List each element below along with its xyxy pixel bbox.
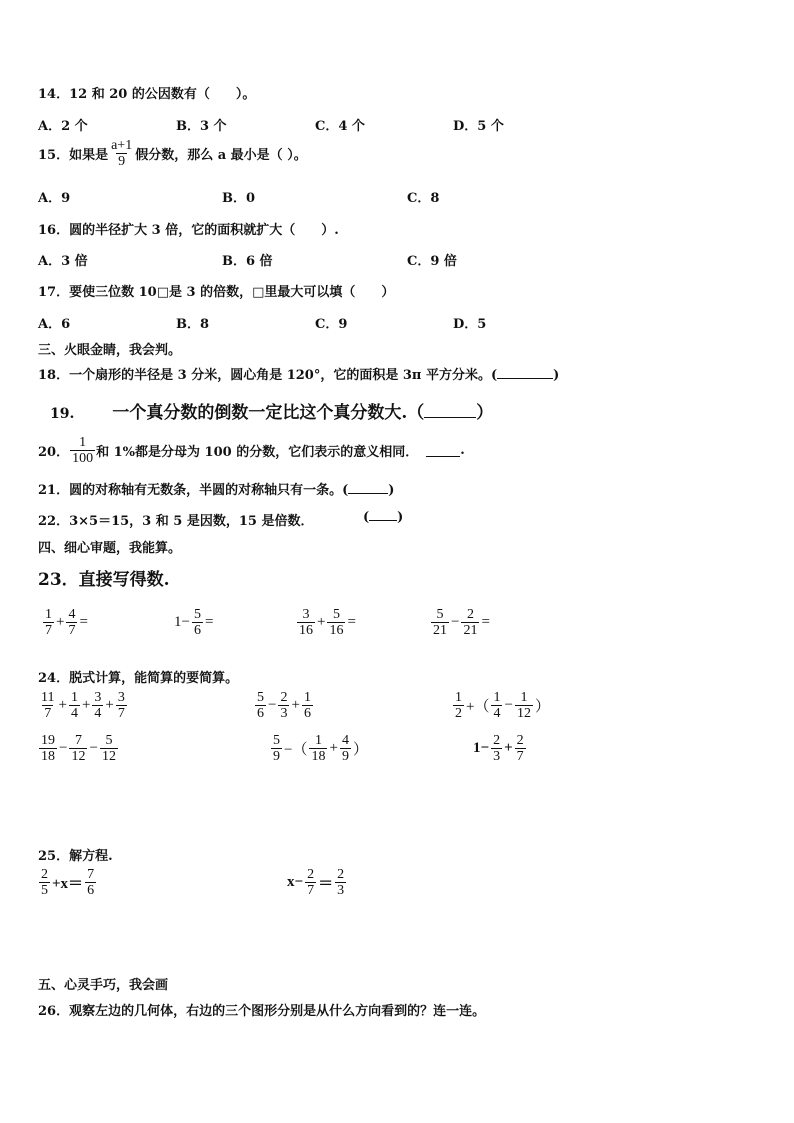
q17-option-d: D．5 xyxy=(453,317,487,332)
q15-option-a: A．9 xyxy=(38,191,71,206)
q23-e4-frac-b xyxy=(461,607,479,638)
fraction xyxy=(491,733,502,764)
q18-text: 18．一个扇形的半径是 3 分米，圆心角是 120°，它的面积是 3π 平方分米。( xyxy=(38,368,498,383)
fraction xyxy=(39,867,50,898)
q24-expr-2 xyxy=(254,690,314,721)
operator: − xyxy=(89,740,98,756)
q15-fraction xyxy=(109,138,134,169)
frac-den: 5 xyxy=(41,883,48,898)
frac-num: 1 xyxy=(314,733,322,748)
question-21 xyxy=(38,479,394,498)
fraction xyxy=(453,690,464,721)
frac-den: 3 xyxy=(280,706,288,721)
question-26: 26．观察左边的几何体，右边的三个图形分别是从什么方向看到的？连一连。 xyxy=(38,1004,486,1019)
frac-den: 21 xyxy=(463,623,478,638)
equation-middle: ＝ xyxy=(318,876,334,892)
frac-num: 7 xyxy=(87,867,95,882)
q22-text: 22．3×5＝15，3 和 5 是因数，15 是倍数． xyxy=(38,514,314,529)
question-24-title: 24．脱式计算，能简算的要简算。 xyxy=(38,671,239,686)
q21-text: 21．圆的对称轴有无数条，半圆的对称轴只有一条。( xyxy=(38,483,349,498)
operator: − xyxy=(451,614,460,630)
frac-num: 1 xyxy=(303,690,311,705)
operator: + xyxy=(291,697,300,713)
q20-frac-num: 1 xyxy=(79,435,87,450)
section-3-heading: 三、火眼金睛，我会判。 xyxy=(38,343,182,358)
close-paren: ） xyxy=(534,699,550,715)
frac-den: 3 xyxy=(493,749,501,764)
operator: +（ xyxy=(466,699,490,715)
frac-den: 6 xyxy=(303,706,311,721)
q21-answer-blank[interactable] xyxy=(348,493,388,494)
frac-den: 6 xyxy=(193,623,201,638)
question-17: 17．要使三位数 10□是 3 的倍数，□里最大可以填（ ） xyxy=(38,285,395,300)
frac-num: 1 xyxy=(520,690,528,705)
equals: = xyxy=(204,614,214,630)
q20-end: . xyxy=(460,443,465,458)
question-20 xyxy=(38,435,465,466)
q20-fraction xyxy=(70,435,95,466)
frac-den: 6 xyxy=(257,706,264,721)
fraction xyxy=(39,690,56,721)
frac-num: 1 xyxy=(70,690,78,705)
frac-num: 7 xyxy=(74,733,82,748)
frac-den: 4 xyxy=(94,706,102,721)
q17-option-c: C．9 xyxy=(315,317,348,332)
question-15 xyxy=(38,138,307,169)
frac-num: 5 xyxy=(257,690,264,705)
operator: + xyxy=(56,614,65,630)
q23-e3-frac-b xyxy=(327,607,345,638)
question-14: 14．12 和 20 的公因数有（ ）。 xyxy=(38,87,256,102)
q14-option-b: B．3 个 xyxy=(176,119,227,134)
q24-expr-3 xyxy=(452,690,551,721)
frac-num: 1 xyxy=(493,690,501,705)
q20-answer-blank[interactable] xyxy=(426,444,460,457)
frac-num: 3 xyxy=(302,607,310,622)
frac-num: 2 xyxy=(280,690,288,705)
frac-num: 1 xyxy=(45,607,52,622)
fraction xyxy=(100,733,118,764)
frac-num: 2 xyxy=(493,733,501,748)
operator: + xyxy=(317,614,326,630)
q16-option-c: C．9 倍 xyxy=(407,254,457,269)
q25-equation-1 xyxy=(38,867,97,898)
section-4-heading: 四、细心审题，我能算。 xyxy=(38,541,182,556)
frac-num: 5 xyxy=(436,607,444,622)
frac-den: 4 xyxy=(70,706,78,721)
q14-option-a: A．2 个 xyxy=(38,119,88,134)
frac-num: 3 xyxy=(94,690,102,705)
frac-num: 2 xyxy=(337,867,345,882)
operator: − xyxy=(504,697,513,713)
fraction xyxy=(271,733,282,764)
fraction xyxy=(255,690,266,721)
fraction xyxy=(278,690,289,721)
q20-frac-den: 100 xyxy=(72,451,94,466)
fraction xyxy=(305,867,316,898)
frac-num: 3 xyxy=(117,690,125,705)
frac-den: 12 xyxy=(101,749,116,764)
fraction xyxy=(491,690,502,721)
frac-den: 9 xyxy=(341,749,349,764)
q22-answer-blank[interactable] xyxy=(369,520,397,521)
q20-prefix: 20． xyxy=(38,445,70,460)
question-22 xyxy=(38,510,313,529)
q14-option-d: D．5 个 xyxy=(453,119,504,134)
q18-end: ) xyxy=(553,368,560,383)
fraction xyxy=(92,690,103,721)
operator: − xyxy=(59,740,68,756)
q20-text: 和 1%都是分母为 100 的分数，它们表示的意义相同． xyxy=(96,445,419,460)
q21-end: ) xyxy=(388,483,395,498)
frac-num: 2 xyxy=(307,867,315,882)
q24-expr-6 xyxy=(472,733,527,764)
equation-middle: +x＝ xyxy=(52,876,84,892)
frac-den: 7 xyxy=(117,706,125,721)
q24-expr-4 xyxy=(38,733,119,764)
frac-den: 12 xyxy=(516,706,531,721)
frac-den: 18 xyxy=(311,749,326,764)
frac-num: 11 xyxy=(41,690,55,705)
frac-den: 21 xyxy=(433,623,447,638)
q17-option-b: B．8 xyxy=(176,317,210,332)
frac-den: 6 xyxy=(87,883,95,898)
q19-number: 19. xyxy=(50,406,75,422)
q15-prefix: 15．如果是 xyxy=(38,148,109,163)
frac-den: 18 xyxy=(41,749,55,764)
operator: + xyxy=(504,740,513,756)
q23-expr-2 xyxy=(173,607,214,638)
q15-option-b: B．0 xyxy=(222,191,256,206)
frac-den: 16 xyxy=(299,623,313,638)
q15-frac-den: 9 xyxy=(118,154,126,169)
q16-option-a: A．3 倍 xyxy=(38,254,88,269)
fraction xyxy=(69,733,87,764)
operator: −（ xyxy=(284,742,308,758)
operator: − xyxy=(268,697,277,713)
q23-e3-frac-a xyxy=(297,607,315,638)
q23-e1-frac-b xyxy=(66,607,77,638)
q23-e2-frac-b xyxy=(192,607,203,638)
fraction xyxy=(335,867,346,898)
equals: = xyxy=(79,614,88,630)
q19-answer-blank[interactable] xyxy=(424,417,476,418)
equals: = xyxy=(347,614,356,630)
frac-num: 5 xyxy=(332,607,340,622)
frac-num: 4 xyxy=(68,607,76,622)
q19-end: ） xyxy=(476,403,494,423)
q18-answer-blank[interactable] xyxy=(497,378,553,379)
close-paren: ） xyxy=(352,742,368,758)
frac-num: 1 xyxy=(455,690,462,705)
fraction xyxy=(69,690,80,721)
frac-num: 2 xyxy=(41,867,48,882)
operator: + xyxy=(105,697,114,713)
question-25-title: 25．解方程. xyxy=(38,849,113,864)
q14-option-c: C．4 个 xyxy=(315,119,365,134)
frac-den: 12 xyxy=(71,749,86,764)
equals: = xyxy=(481,614,490,630)
frac-den: 7 xyxy=(307,883,315,898)
frac-den: 3 xyxy=(337,883,345,898)
q19-text: 一个真分数的倒数一定比这个真分数大.（ xyxy=(112,403,425,423)
q23-expr-4 xyxy=(430,607,491,638)
frac-num: 2 xyxy=(466,607,474,622)
q16-option-b: B．6 倍 xyxy=(222,254,273,269)
fraction xyxy=(302,690,313,721)
frac-den: 2 xyxy=(455,706,462,721)
question-19 xyxy=(50,398,493,423)
frac-num: 2 xyxy=(516,733,524,748)
q22-end: ) xyxy=(397,510,404,525)
q15-frac-num: a+1 xyxy=(111,138,133,153)
section-5-heading: 五、心灵手巧，我会画 xyxy=(38,978,169,993)
frac-den: 7 xyxy=(68,623,76,638)
frac-num: 5 xyxy=(193,607,201,622)
frac-num: 5 xyxy=(105,733,113,748)
fraction xyxy=(309,733,327,764)
frac-den: 4 xyxy=(493,706,501,721)
q15-suffix: 假分数，那么 a 最小是（ ）。 xyxy=(135,148,307,163)
fraction xyxy=(39,733,57,764)
q23-e4-frac-a xyxy=(431,607,449,638)
question-23-title: 23．直接写得数. xyxy=(38,570,170,590)
fraction xyxy=(85,867,96,898)
q22-open: ( xyxy=(363,510,370,525)
fraction xyxy=(515,690,533,721)
leading-term: x− xyxy=(287,874,304,890)
frac-num: 19 xyxy=(41,733,55,748)
operator: + xyxy=(329,740,338,756)
frac-den: 9 xyxy=(273,749,280,764)
q17-option-a: A．6 xyxy=(38,317,71,332)
fraction xyxy=(116,690,127,721)
operator: + xyxy=(58,697,67,713)
frac-den: 16 xyxy=(329,623,344,638)
leading-term: 1− xyxy=(174,614,190,630)
fraction xyxy=(340,733,351,764)
leading-term: 1− xyxy=(473,740,490,756)
frac-num: 5 xyxy=(273,733,280,748)
q23-e1-frac-a xyxy=(43,607,54,638)
fraction xyxy=(515,733,526,764)
q15-option-c: C．8 xyxy=(407,191,440,206)
q24-expr-5 xyxy=(270,733,369,764)
q23-expr-1 xyxy=(42,607,89,638)
frac-den: 7 xyxy=(44,706,52,721)
frac-den: 7 xyxy=(45,623,52,638)
q22-answer-slot xyxy=(363,510,403,525)
frac-den: 7 xyxy=(516,749,524,764)
operator: + xyxy=(81,697,91,713)
q25-equation-2 xyxy=(286,867,347,898)
q24-expr-1 xyxy=(38,690,128,721)
frac-num: 4 xyxy=(341,733,349,748)
question-16: 16．圆的半径扩大 3 倍，它的面积就扩大（ ）. xyxy=(38,223,339,238)
q23-expr-3 xyxy=(296,607,357,638)
question-18 xyxy=(38,364,559,383)
